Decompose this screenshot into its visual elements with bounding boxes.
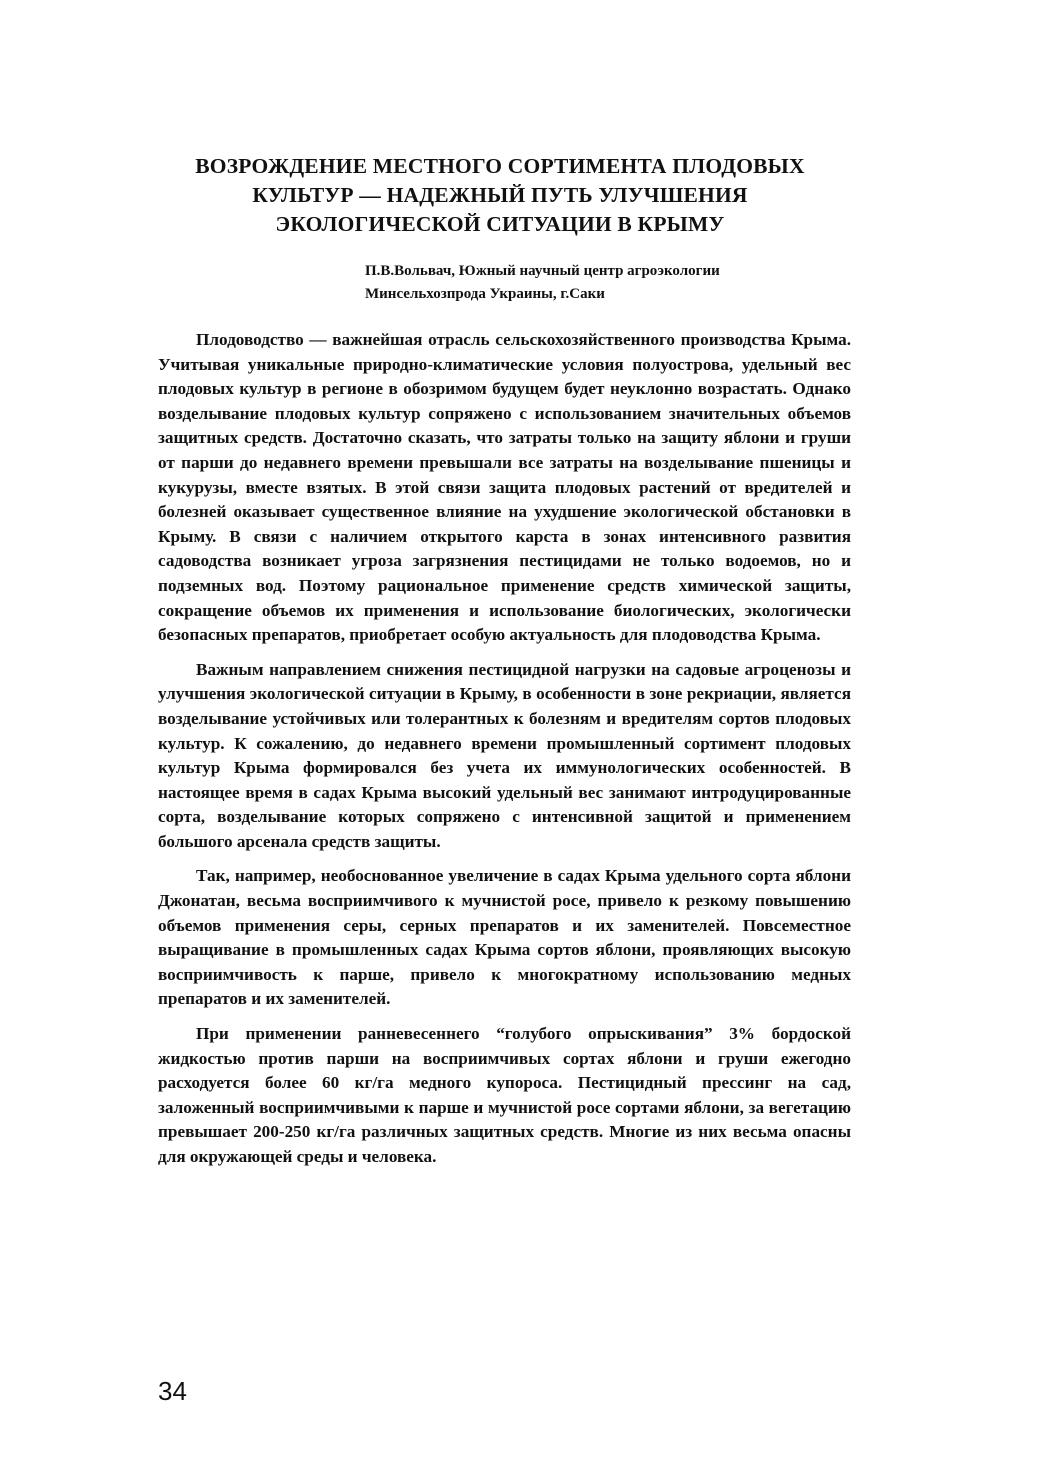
- paragraph: Так, например, необоснованное увеличение в садах Крыма удельного сорта яблони Джонатан, весьма восприимчивого к мучнистой росе, привело к резкому повышению объемов применения серы, серных препаратов и их заменителей. Повсеместное выращивание в промышленных садах Крыма сортов яблони, проявляющих высокую восприимчивость к парше, привело к многократному использованию медных препаратов и их заменителей.: [158, 866, 851, 1009]
- title-line: ЭКОЛОГИЧЕСКОЙ СИТУАЦИИ В КРЫМУ: [275, 212, 725, 236]
- author-line: П.В.Вольвач, Южный научный центр агроэкологии: [365, 263, 720, 279]
- affiliation-line: Минсельхозпрода Украины, г.Саки: [365, 286, 605, 302]
- page-number: 34: [158, 1376, 187, 1406]
- paragraph: Плодоводство — важнейшая отрасль сельскохозяйственного производства Крыма. Учитывая уникальные природно-климатические условия полуострова, удельный вес плодовых культур в регионе в обозримом будущем будет неуклонно возрастать. Однако возделывание плодовых культур сопряжено с использованием значительных объемов защитных средств. Достаточно сказать, что затраты только на защиту яблони и груши от парши до недавнего времени превышали все затраты на возделывание пшеницы и кукурузы, вместе взятых. В этой связи защита плодовых растений от вредителей и болезней оказывает существенное влияние на ухудшение экологической обстановки в Крыму. В связи с наличием открытого карста в зонах интенсивного развития садоводства возникает угроза загрязнения пестицидами не только водоемов, но и подземных вод. Поэтому рациональное применение средств химической защиты, сокращение объемов их применения и использование биологических, экологически безопасных препаратов, приобретает особую актуальность для плодоводства Крыма.: [158, 330, 851, 645]
- paragraph: Важным направлением снижения пестицидной нагрузки на садовые агроценозы и улучшения экологической ситуации в Крыму, в особенности в зоне рекриации, является возделывание устойчивых или толерантных к болезням и вредителям сортов плодовых культур. К сожалению, до недавнего времени промышленный сортимент плодовых культур Крыма формировался без учета их иммунологических особенностей. В настоящее время в садах Крыма высокий удельный вес занимают интродуцированные сорта, возделывание которых сопряжено с интенсивной защитой и применением большого арсенала средств защиты.: [158, 659, 851, 851]
- article-body: [158, 328, 851, 1180]
- article-title: [150, 152, 850, 239]
- title-line: ВОЗРОЖДЕНИЕ МЕСТНОГО СОРТИМЕНТА ПЛОДОВЫХ: [195, 154, 805, 178]
- title-line: КУЛЬТУР — НАДЕЖНЫЙ ПУТЬ УЛУЧШЕНИЯ: [252, 183, 748, 207]
- paragraph: При применении ранневесеннего “голубого опрыскивания” 3% бордоской жидкостью против парши на восприимчивых сортах яблони и груши ежегодно расходуется более 60 кг/га медного купороса. Пестицидный прессинг на сад, заложенный восприимчивыми к парше и мучнистой росе сортами яблони, за вегетацию превышает 200-250 кг/га различных защитных средств. Многие из них весьма опасны для окружающей среды и человека.: [158, 1024, 851, 1166]
- author-affiliation: [365, 260, 845, 306]
